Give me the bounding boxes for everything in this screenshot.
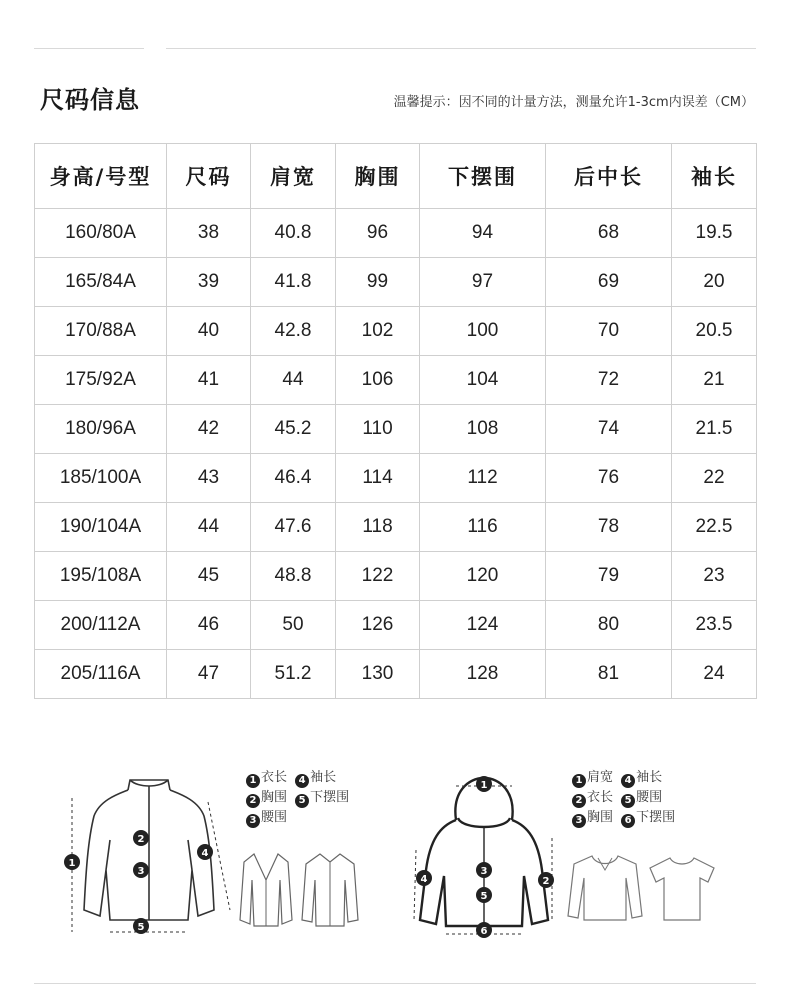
legend-right bbox=[572, 768, 675, 828]
header-back-length: 后中长 bbox=[546, 144, 672, 209]
svg-text:3: 3 bbox=[480, 866, 488, 877]
svg-text:6: 6 bbox=[480, 926, 488, 937]
table-cell: 42.8 bbox=[251, 307, 336, 356]
legend-number: 5 bbox=[295, 794, 309, 808]
table-cell: 106 bbox=[336, 356, 420, 405]
table-cell: 41 bbox=[167, 356, 251, 405]
table-cell: 42 bbox=[167, 405, 251, 454]
table-cell: 40.8 bbox=[251, 209, 336, 258]
table-cell: 21.5 bbox=[672, 405, 757, 454]
table-cell: 80 bbox=[546, 601, 672, 650]
legend-label: 下摆围 bbox=[310, 790, 350, 805]
table-cell: 114 bbox=[336, 454, 420, 503]
table-cell: 170/88A bbox=[35, 307, 167, 356]
table-cell: 47 bbox=[167, 650, 251, 699]
table-cell: 110 bbox=[336, 405, 420, 454]
svg-text:2: 2 bbox=[137, 834, 145, 845]
table-cell: 122 bbox=[336, 552, 420, 601]
legend-number: 3 bbox=[572, 814, 586, 828]
table-cell: 120 bbox=[420, 552, 546, 601]
legend-left bbox=[246, 768, 349, 828]
table-cell: 41.8 bbox=[251, 258, 336, 307]
svg-text:4: 4 bbox=[420, 874, 428, 885]
table-cell: 205/116A bbox=[35, 650, 167, 699]
table-cell: 99 bbox=[336, 258, 420, 307]
header-sleeve: 袖长 bbox=[672, 144, 757, 209]
table-cell: 160/80A bbox=[35, 209, 167, 258]
table-cell: 24 bbox=[672, 650, 757, 699]
table-row bbox=[35, 454, 757, 503]
svg-text:2: 2 bbox=[542, 876, 550, 887]
table-cell: 104 bbox=[420, 356, 546, 405]
legend-number: 1 bbox=[246, 774, 260, 788]
legend-label: 衣长 bbox=[587, 790, 614, 805]
table-cell: 175/92A bbox=[35, 356, 167, 405]
table-cell: 23 bbox=[672, 552, 757, 601]
table-cell: 50 bbox=[251, 601, 336, 650]
table-header-row bbox=[35, 144, 757, 209]
legend-label: 胸围 bbox=[587, 810, 614, 825]
table-cell: 78 bbox=[546, 503, 672, 552]
svg-text:1: 1 bbox=[68, 858, 76, 869]
table-row bbox=[35, 307, 757, 356]
table-row bbox=[35, 601, 757, 650]
table-cell: 39 bbox=[167, 258, 251, 307]
table-cell: 46 bbox=[167, 601, 251, 650]
table-cell: 38 bbox=[167, 209, 251, 258]
table-cell: 51.2 bbox=[251, 650, 336, 699]
suit-jacket-icon bbox=[236, 850, 296, 930]
legend-number: 3 bbox=[246, 814, 260, 828]
table-cell: 72 bbox=[546, 356, 672, 405]
table-row bbox=[35, 503, 757, 552]
table-cell: 46.4 bbox=[251, 454, 336, 503]
table-cell: 19.5 bbox=[672, 209, 757, 258]
top-rule-left bbox=[34, 48, 144, 49]
header-size: 尺码 bbox=[167, 144, 251, 209]
table-cell: 94 bbox=[420, 209, 546, 258]
sweater-icon bbox=[566, 852, 644, 928]
table-cell: 128 bbox=[420, 650, 546, 699]
hoodie-measure-diagram bbox=[406, 770, 566, 942]
legend-label: 肩宽 bbox=[587, 770, 614, 785]
legend-label: 腰围 bbox=[261, 810, 288, 825]
table-cell: 21 bbox=[672, 356, 757, 405]
table-cell: 180/96A bbox=[35, 405, 167, 454]
table-cell: 185/100A bbox=[35, 454, 167, 503]
table-cell: 79 bbox=[546, 552, 672, 601]
table-cell: 74 bbox=[546, 405, 672, 454]
table-cell: 70 bbox=[546, 307, 672, 356]
legend-label: 胸围 bbox=[261, 790, 288, 805]
svg-text:5: 5 bbox=[480, 891, 488, 902]
table-row bbox=[35, 209, 757, 258]
header-chest: 胸围 bbox=[336, 144, 420, 209]
table-cell: 47.6 bbox=[251, 503, 336, 552]
table-cell: 68 bbox=[546, 209, 672, 258]
table-cell: 76 bbox=[546, 454, 672, 503]
legend-label: 袖长 bbox=[310, 770, 337, 785]
legend-label: 腰围 bbox=[636, 790, 663, 805]
table-cell: 44 bbox=[167, 503, 251, 552]
table-cell: 112 bbox=[420, 454, 546, 503]
table-row bbox=[35, 258, 757, 307]
legend-number: 5 bbox=[621, 794, 635, 808]
table-cell: 96 bbox=[336, 209, 420, 258]
table-cell: 200/112A bbox=[35, 601, 167, 650]
table-cell: 81 bbox=[546, 650, 672, 699]
table-cell: 102 bbox=[336, 307, 420, 356]
legend-label: 袖长 bbox=[636, 770, 663, 785]
table-cell: 116 bbox=[420, 503, 546, 552]
table-row bbox=[35, 650, 757, 699]
table-cell: 44 bbox=[251, 356, 336, 405]
table-cell: 45.2 bbox=[251, 405, 336, 454]
table-cell: 124 bbox=[420, 601, 546, 650]
table-row bbox=[35, 356, 757, 405]
table-cell: 69 bbox=[546, 258, 672, 307]
shirt-icon bbox=[300, 850, 360, 930]
table-cell: 43 bbox=[167, 454, 251, 503]
table-cell: 165/84A bbox=[35, 258, 167, 307]
size-table bbox=[34, 143, 757, 699]
header-hem: 下摆围 bbox=[420, 144, 546, 209]
legend-number: 1 bbox=[572, 774, 586, 788]
svg-text:4: 4 bbox=[201, 848, 209, 859]
legend-number: 4 bbox=[621, 774, 635, 788]
legend-label: 下摆围 bbox=[636, 810, 676, 825]
table-cell: 45 bbox=[167, 552, 251, 601]
legend-label: 衣长 bbox=[261, 770, 288, 785]
table-cell: 23.5 bbox=[672, 601, 757, 650]
legend-number: 6 bbox=[621, 814, 635, 828]
table-cell: 195/108A bbox=[35, 552, 167, 601]
svg-text:3: 3 bbox=[137, 866, 145, 877]
header-height-type: 身高/号型 bbox=[35, 144, 167, 209]
header-shoulder: 肩宽 bbox=[251, 144, 336, 209]
legend-number: 4 bbox=[295, 774, 309, 788]
measurement-tip: 温馨提示：因不同的计量方法，测量允许1-3cm内误差（CM） bbox=[393, 95, 754, 110]
table-cell: 118 bbox=[336, 503, 420, 552]
table-cell: 40 bbox=[167, 307, 251, 356]
table-cell: 22.5 bbox=[672, 503, 757, 552]
svg-text:5: 5 bbox=[137, 922, 145, 933]
top-rule-right bbox=[166, 48, 756, 49]
table-cell: 20 bbox=[672, 258, 757, 307]
legend-number: 2 bbox=[572, 794, 586, 808]
table-cell: 126 bbox=[336, 601, 420, 650]
table-row bbox=[35, 405, 757, 454]
jacket-measure-diagram bbox=[58, 760, 238, 940]
svg-text:1: 1 bbox=[480, 780, 488, 791]
table-cell: 97 bbox=[420, 258, 546, 307]
table-cell: 48.8 bbox=[251, 552, 336, 601]
table-row bbox=[35, 552, 757, 601]
table-cell: 100 bbox=[420, 307, 546, 356]
table-cell: 20.5 bbox=[672, 307, 757, 356]
page-title: 尺码信息 bbox=[40, 86, 140, 114]
legend-number: 2 bbox=[246, 794, 260, 808]
table-cell: 108 bbox=[420, 405, 546, 454]
table-cell: 130 bbox=[336, 650, 420, 699]
tshirt-icon bbox=[646, 854, 718, 926]
table-cell: 22 bbox=[672, 454, 757, 503]
table-cell: 190/104A bbox=[35, 503, 167, 552]
